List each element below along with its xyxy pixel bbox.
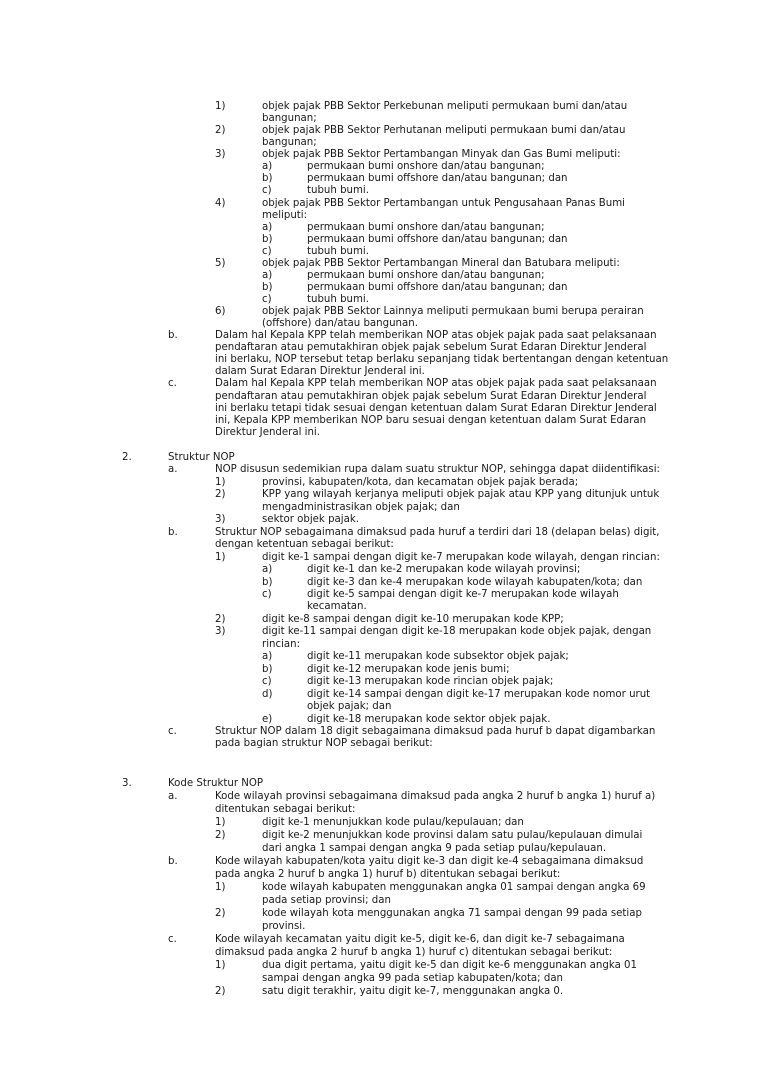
list-text: dari angka 1 sampai dengan angka 9 pada setiap pulau/kepulauan. bbox=[262, 843, 607, 854]
list-marker: c) bbox=[262, 245, 272, 257]
list-text: digit ke-1 menunjukkan kode pulau/kepulauan; dan bbox=[262, 817, 524, 828]
list-marker: c) bbox=[262, 185, 272, 197]
list-text: satu digit terakhir, yaitu digit ke-7, menggunakan angka 0. bbox=[262, 986, 564, 997]
list-text: pendaftaran atau pemutakhiran objek pajak sebelum Surat Edaran Direktur Jenderal bbox=[215, 390, 647, 402]
list-item-continuation bbox=[0, 972, 763, 985]
list-text: dengan ketentuan sebagai berikut: bbox=[215, 539, 394, 551]
list-text: rincian: bbox=[262, 638, 301, 650]
list-text: objek pajak; dan bbox=[307, 701, 392, 713]
list-text: permukaan bumi offshore dan/atau bangunan; dan bbox=[307, 173, 568, 185]
list-text: kecamatan. bbox=[307, 601, 367, 613]
list-marker: a) bbox=[262, 221, 273, 233]
list-marker: 2) bbox=[215, 986, 226, 997]
list-text: dua digit pertama, yaitu digit ke-5 dan digit ke-6 menggunakan angka 01 bbox=[262, 960, 638, 971]
list-item-continuation bbox=[0, 415, 763, 427]
section-3-kode-struktur-nop bbox=[0, 777, 763, 998]
list-item bbox=[0, 246, 763, 258]
list-text: digit ke-1 dan ke-2 merupakan kode wilayah provinsi; bbox=[307, 564, 581, 576]
list-text: tubuh bumi. bbox=[307, 245, 369, 257]
list-marker: 1) bbox=[215, 817, 226, 828]
list-item-continuation bbox=[0, 113, 763, 125]
list-marker: 1) bbox=[215, 960, 226, 971]
list-text: digit ke-2 menunjukkan kode provinsi dalam satu pulau/kepulauan dimulai bbox=[262, 830, 643, 841]
list-text: Kode wilayah kecamatan yaitu digit ke-5, digit ke-6, dan digit ke-7 sebagaimana bbox=[215, 934, 625, 945]
list-text: dalam Surat Edaran Direktur Jenderal ini. bbox=[215, 366, 425, 378]
list-text: Kode wilayah provinsi sebagaimana dimaksud pada angka 2 huruf b angka 1) huruf a) bbox=[215, 791, 656, 802]
list-marker: b. bbox=[168, 330, 178, 342]
section-2-struktur-nop bbox=[0, 452, 763, 751]
list-item bbox=[0, 294, 763, 306]
list-item bbox=[0, 626, 763, 638]
list-text: digit ke-3 dan ke-4 merupakan kode wilayah kabupaten/kota; dan bbox=[307, 576, 643, 588]
list-item-continuation bbox=[0, 391, 763, 403]
list-item-continuation bbox=[0, 502, 763, 514]
list-marker: a) bbox=[262, 564, 273, 576]
list-text: ini berlaku tetapi tidak sesuai dengan ketentuan dalam Surat Edaran Direktur Jenderal bbox=[215, 402, 657, 414]
list-marker: 3) bbox=[215, 149, 226, 161]
list-item-continuation bbox=[0, 842, 763, 855]
list-item bbox=[0, 258, 763, 270]
list-text: Direktur Jenderal ini. bbox=[215, 426, 321, 438]
list-item-continuation bbox=[0, 342, 763, 354]
list-marker: 4) bbox=[215, 197, 226, 209]
list-marker: b. bbox=[168, 526, 178, 538]
list-item bbox=[0, 489, 763, 501]
list-marker: c. bbox=[168, 934, 177, 945]
list-item-continuation bbox=[0, 137, 763, 149]
list-item-continuation bbox=[0, 601, 763, 613]
list-text: permukaan bumi onshore dan/atau bangunan; bbox=[307, 221, 545, 233]
list-item bbox=[0, 527, 763, 539]
section-heading: Struktur NOP bbox=[168, 452, 235, 463]
list-text: pendaftaran atau pemutakhiran objek pajak sebelum Surat Edaran Direktur Jenderal bbox=[215, 342, 647, 354]
list-text: sektor objek pajak. bbox=[262, 514, 359, 526]
list-item bbox=[0, 161, 763, 173]
list-marker: c) bbox=[262, 676, 272, 688]
list-marker: d) bbox=[262, 688, 273, 700]
list-item bbox=[0, 881, 763, 894]
list-item bbox=[0, 829, 763, 842]
list-text: bangunan; bbox=[262, 137, 317, 149]
list-item-continuation bbox=[0, 354, 763, 366]
list-text: ditentukan sebagai berikut: bbox=[215, 804, 356, 815]
list-text: permukaan bumi offshore dan/atau bangunan; dan bbox=[307, 281, 568, 293]
list-item-continuation bbox=[0, 738, 763, 750]
list-item bbox=[0, 726, 763, 738]
list-text: digit ke-13 merupakan kode rincian objek pajak; bbox=[307, 676, 554, 688]
list-item bbox=[0, 985, 763, 998]
list-item bbox=[0, 330, 763, 342]
list-item bbox=[0, 306, 763, 318]
list-item bbox=[0, 101, 763, 113]
list-item bbox=[0, 907, 763, 920]
list-item bbox=[0, 589, 763, 601]
list-item-continuation bbox=[0, 946, 763, 959]
list-item bbox=[0, 173, 763, 185]
list-text: objek pajak PBB Sektor Pertambangan Mineral dan Batubara meliputi: bbox=[262, 257, 620, 269]
list-marker: 2. bbox=[122, 452, 132, 463]
list-marker: c) bbox=[262, 294, 272, 305]
list-text: digit ke-11 merupakan kode subsektor objek pajak; bbox=[307, 651, 569, 663]
list-marker: c) bbox=[262, 588, 272, 600]
list-item-continuation bbox=[0, 403, 763, 415]
list-text: provinsi, kabupaten/kota, dan kecamatan objek pajak berada; bbox=[262, 476, 579, 488]
list-item bbox=[0, 282, 763, 294]
list-text: (offshore) dan/atau bangunan. bbox=[262, 318, 418, 330]
list-marker: 2) bbox=[215, 125, 226, 137]
list-marker: e) bbox=[262, 713, 273, 725]
list-text: permukaan bumi onshore dan/atau bangunan; bbox=[307, 269, 545, 281]
list-item bbox=[0, 270, 763, 282]
list-marker: 1) bbox=[215, 882, 226, 893]
list-item bbox=[0, 125, 763, 137]
list-item-continuation bbox=[0, 639, 763, 651]
list-item-continuation bbox=[0, 366, 763, 378]
list-text: dimaksud pada angka 2 huruf b angka 1) huruf c) ditentukan sebagai berikut: bbox=[215, 947, 613, 958]
list-item-continuation bbox=[0, 920, 763, 933]
list-marker: a) bbox=[262, 651, 273, 663]
section-heading: Kode Struktur NOP bbox=[168, 778, 264, 789]
list-text: objek pajak PBB Sektor Pertambangan Minyak dan Gas Bumi meliputi: bbox=[262, 149, 621, 161]
list-item bbox=[0, 514, 763, 526]
list-marker: b) bbox=[262, 576, 273, 588]
list-item-continuation bbox=[0, 894, 763, 907]
list-item bbox=[0, 614, 763, 626]
list-marker: b) bbox=[262, 281, 273, 293]
list-text: kode wilayah kabupaten menggunakan angka 01 sampai dengan angka 69 bbox=[262, 882, 646, 893]
list-text: Dalam hal Kepala KPP telah memberikan NOP atas objek pajak pada saat pelaksanaan bbox=[215, 330, 657, 342]
list-text: digit ke-18 merupakan kode sektor objek pajak. bbox=[307, 713, 551, 725]
list-text: objek pajak PBB Sektor Perhutanan meliputi permukaan bumi dan/atau bbox=[262, 125, 626, 137]
list-text: meliputi: bbox=[262, 209, 308, 221]
list-text: digit ke-1 sampai dengan digit ke-7 merupakan kode wilayah, dengan rincian: bbox=[262, 551, 660, 563]
list-item-continuation bbox=[0, 701, 763, 713]
list-marker: b) bbox=[262, 173, 273, 185]
list-marker: a) bbox=[262, 161, 273, 173]
list-text: Struktur NOP dalam 18 digit sebagaimana dimaksud pada huruf b dapat digambarkan bbox=[215, 725, 656, 737]
list-text: tubuh bumi. bbox=[307, 294, 369, 305]
list-marker: 1) bbox=[215, 551, 226, 563]
list-marker: 3. bbox=[122, 778, 132, 789]
list-marker: c. bbox=[168, 378, 177, 390]
list-item bbox=[0, 777, 763, 790]
list-text: provinsi. bbox=[262, 921, 306, 932]
list-marker: 3) bbox=[215, 626, 226, 638]
list-marker: b) bbox=[262, 233, 273, 245]
list-text: Dalam hal Kepala KPP telah memberikan NOP atas objek pajak pada saat pelaksanaan bbox=[215, 378, 657, 390]
list-marker: a. bbox=[168, 464, 178, 476]
list-item bbox=[0, 149, 763, 161]
list-text: permukaan bumi onshore dan/atau bangunan; bbox=[307, 161, 545, 173]
list-text: mengadministrasikan objek pajak; dan bbox=[262, 501, 460, 513]
list-marker: a. bbox=[168, 791, 178, 802]
list-text: permukaan bumi offshore dan/atau bangunan; dan bbox=[307, 233, 568, 245]
list-marker: 1) bbox=[215, 101, 226, 112]
list-item bbox=[0, 552, 763, 564]
list-item bbox=[0, 577, 763, 589]
list-item bbox=[0, 816, 763, 829]
list-item-continuation bbox=[0, 868, 763, 881]
list-item bbox=[0, 959, 763, 972]
list-marker: a) bbox=[262, 269, 273, 281]
list-item bbox=[0, 933, 763, 946]
list-text: digit ke-14 sampai dengan digit ke-17 merupakan kode nomor urut bbox=[307, 688, 651, 700]
list-marker: b) bbox=[262, 663, 273, 675]
list-item bbox=[0, 664, 763, 676]
list-marker: 2) bbox=[215, 613, 226, 625]
list-item bbox=[0, 564, 763, 576]
list-marker: c. bbox=[168, 725, 177, 737]
list-item-continuation bbox=[0, 539, 763, 551]
list-text: ini, Kepala KPP memberikan NOP baru sesuai dengan ketentuan dalam Surat Edaran bbox=[215, 414, 647, 426]
list-marker: 2) bbox=[215, 908, 226, 919]
list-text: objek pajak PBB Sektor Pertambangan untuk Pengusahaan Panas Bumi bbox=[262, 197, 625, 209]
list-marker: 6) bbox=[215, 306, 226, 318]
list-text: bangunan; bbox=[262, 113, 317, 125]
list-item bbox=[0, 234, 763, 246]
list-marker: b. bbox=[168, 856, 178, 867]
list-item bbox=[0, 464, 763, 476]
list-item bbox=[0, 676, 763, 688]
list-marker: 5) bbox=[215, 257, 226, 269]
list-text: ini berlaku, NOP tersebut tetap berlaku sepanjang tidak bertentangan dengan ketentuan bbox=[215, 354, 669, 366]
list-text: sampai dengan angka 99 pada setiap kabupaten/kota; dan bbox=[262, 973, 564, 984]
list-item-continuation bbox=[0, 318, 763, 330]
list-item bbox=[0, 855, 763, 868]
list-text: objek pajak PBB Sektor Lainnya meliputi permukaan bumi berupa perairan bbox=[262, 306, 644, 318]
list-item bbox=[0, 651, 763, 663]
list-item bbox=[0, 185, 763, 197]
list-item-continuation bbox=[0, 427, 763, 439]
list-item-continuation bbox=[0, 210, 763, 222]
section-1-continuation bbox=[0, 101, 763, 439]
list-marker: 3) bbox=[215, 514, 226, 526]
list-text: tubuh bumi. bbox=[307, 185, 369, 197]
list-text: Kode wilayah kabupaten/kota yaitu digit ke-3 dan digit ke-4 sebagaimana dimaksud bbox=[215, 856, 644, 867]
list-item bbox=[0, 222, 763, 234]
list-item bbox=[0, 689, 763, 701]
list-text: pada angka 2 huruf b angka 1) huruf b) ditentukan sebagai berikut: bbox=[215, 869, 561, 880]
list-item bbox=[0, 378, 763, 390]
list-text: objek pajak PBB Sektor Perkebunan meliputi permukaan bumi dan/atau bbox=[262, 101, 628, 112]
list-text: NOP disusun sedemikian rupa dalam suatu struktur NOP, sehingga dapat diidentifikasi: bbox=[215, 464, 660, 476]
list-item bbox=[0, 198, 763, 210]
list-item-continuation bbox=[0, 803, 763, 816]
list-text: digit ke-11 sampai dengan digit ke-18 merupakan kode objek pajak, dengan bbox=[262, 626, 652, 638]
list-text: digit ke-8 sampai dengan digit ke-10 merupakan kode KPP; bbox=[262, 613, 564, 625]
list-marker: 2) bbox=[215, 489, 226, 501]
list-text: pada setiap provinsi; dan bbox=[262, 895, 391, 906]
list-text: pada bagian struktur NOP sebagai berikut: bbox=[215, 738, 433, 750]
list-text: kode wilayah kota menggunakan angka 71 sampai dengan 99 pada setiap bbox=[262, 908, 642, 919]
list-text: Struktur NOP sebagaimana dimaksud pada huruf a terdiri dari 18 (delapan belas) digit, bbox=[215, 526, 660, 538]
list-item bbox=[0, 477, 763, 489]
list-text: digit ke-5 sampai dengan digit ke-7 merupakan kode wilayah bbox=[307, 588, 619, 600]
list-marker: 1) bbox=[215, 476, 226, 488]
list-marker: 2) bbox=[215, 830, 226, 841]
list-item bbox=[0, 452, 763, 464]
list-item bbox=[0, 790, 763, 803]
list-item bbox=[0, 714, 763, 726]
list-text: digit ke-12 merupakan kode jenis bumi; bbox=[307, 663, 510, 675]
list-text: KPP yang wilayah kerjanya meliputi objek pajak atau KPP yang ditunjuk untuk bbox=[262, 489, 660, 501]
